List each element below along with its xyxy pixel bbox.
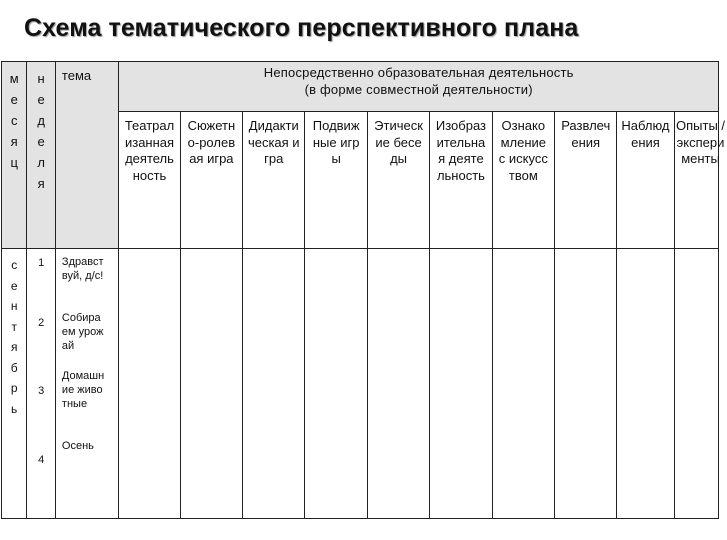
- activity-label: Наблюдения: [621, 118, 670, 150]
- week-number: 1: [38, 257, 45, 269]
- activity-label: Опыты / эксперименты: [676, 118, 726, 166]
- activity-label: Подвижные игры: [312, 118, 360, 166]
- activities-group-header: [119, 62, 719, 112]
- topic-header: тема: [55, 62, 118, 249]
- activity-header: [492, 112, 554, 249]
- activity-header: [180, 112, 242, 249]
- activity-label: Этические беседы: [374, 118, 423, 166]
- activity-label: Развлечения: [561, 118, 611, 150]
- week-header: [27, 62, 56, 249]
- plan-cell[interactable]: [119, 249, 180, 519]
- topic-text: Осень: [61, 440, 94, 452]
- activities-group-line1: Непосредственно образовательная деятельность: [263, 65, 574, 80]
- week-number: 2: [38, 317, 45, 329]
- activity-header: [430, 112, 492, 249]
- plan-cell[interactable]: [492, 249, 554, 519]
- plan-cell[interactable]: [674, 249, 718, 519]
- month-header-label: месяц: [9, 71, 19, 170]
- topic-text: Собираем урожай: [61, 312, 104, 352]
- activity-header: [305, 112, 367, 249]
- activity-header: [674, 112, 726, 249]
- activity-header: [243, 112, 305, 249]
- plan-cell[interactable]: [243, 249, 305, 519]
- plan-cell[interactable]: [555, 249, 617, 519]
- month-cell: [2, 249, 27, 519]
- plan-cell[interactable]: [367, 249, 429, 519]
- plan-table: [1, 61, 726, 519]
- activity-label: Сюжетно-ролевая игра: [187, 118, 236, 166]
- activity-header: [367, 112, 429, 249]
- activity-label: Театрализанная деятельность: [124, 118, 175, 183]
- week-number: 4: [38, 454, 45, 466]
- topic-text: Домашние животные: [61, 370, 105, 410]
- plan-cell[interactable]: [305, 249, 367, 519]
- plan-cell[interactable]: [430, 249, 492, 519]
- month-header: [2, 62, 27, 249]
- topics-cell: [55, 249, 118, 519]
- page-title: Схема тематического перспективного плана: [24, 14, 579, 42]
- activity-label: Изобразительная деятельность: [435, 118, 486, 183]
- month-name: сентябрь: [10, 258, 18, 416]
- activity-label: Дидактическая игра: [247, 118, 300, 166]
- activity-label: Ознакомление с искусством: [498, 118, 548, 183]
- topic-text: Здравствуй, д/с!: [61, 256, 104, 282]
- plan-cell[interactable]: [180, 249, 242, 519]
- activity-header: [119, 112, 180, 249]
- activity-header: [555, 112, 617, 249]
- activity-header: [617, 112, 674, 249]
- weeks-cell: [27, 249, 56, 519]
- week-header-label: неделя: [37, 71, 45, 191]
- week-number: 3: [38, 385, 45, 397]
- plan-cell[interactable]: [617, 249, 674, 519]
- activities-group-line2: (в форме совместной деятельности): [304, 81, 533, 97]
